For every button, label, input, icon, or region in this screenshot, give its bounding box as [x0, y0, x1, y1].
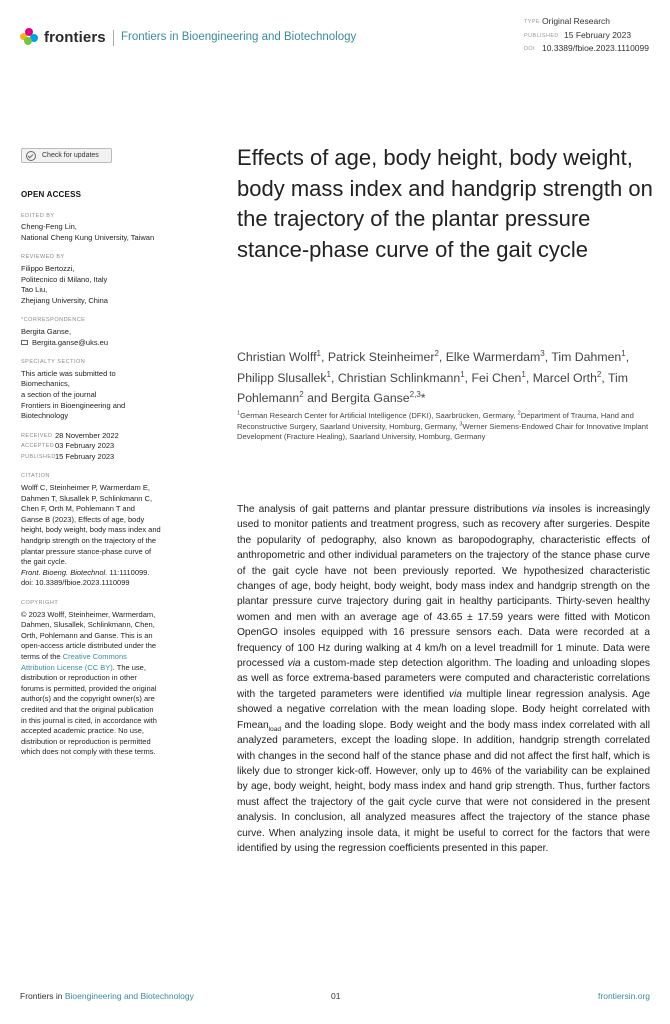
copyright-terms-row	[21, 652, 191, 663]
envelope-icon	[21, 340, 28, 345]
copyright-lines-a	[21, 610, 191, 652]
affiliation-text: Werner Siemens-Endowed Chair for Innovative Implant Development (Fracture Healing), Saarland University, Homburg, Germany	[237, 421, 649, 441]
published-row	[21, 452, 191, 463]
meta-doi-row	[524, 42, 649, 56]
page-footer	[20, 991, 650, 1003]
correspondence-label: *CORRESPONDENCE	[21, 317, 86, 324]
page-header	[0, 0, 670, 80]
logo-dot-green	[24, 37, 32, 45]
specialty-label: SPECIALTY SECTION	[21, 359, 86, 366]
author-name[interactable]: Christian Wolff	[237, 350, 317, 364]
sidebar-line: Frontiers in Bioengineering and	[21, 400, 126, 410]
sidebar-line: distribution or reproduction in other	[21, 673, 137, 683]
sidebar-line: Biotechnology	[21, 411, 69, 421]
sidebar-line: Tao Liu,	[21, 285, 48, 295]
author-name[interactable]: Elke Warmerdam	[445, 350, 541, 364]
accepted-label: ACCEPTED	[21, 443, 55, 450]
creative-commons-link[interactable]: Creative Commons	[62, 651, 127, 661]
author-separator: ,	[331, 370, 338, 385]
sidebar-line: a section of the journal	[21, 389, 97, 399]
article-sidebar	[21, 190, 191, 767]
affiliation-mark: 3	[459, 420, 463, 427]
sidebar-line: forums is permitted, provided the original	[21, 683, 157, 693]
footer-journal-prefix: Frontiers in	[20, 991, 65, 1001]
sidebar-line: Cheng-Feng Lin,	[21, 222, 77, 232]
copyright-link-post: . The use,	[112, 662, 146, 672]
abstract-part-2: insoles is increasingly used to monitor patients and treatment progress, such as recovery after surgeries. Despite the popularity of pedography, also known as baropodography, characteristic effects of anthropometric and other individual parameters on the trajectory of the stance phase curve of the gait cycle have not been previously reported. We hypothesized characteristic changes of age, body height, body weight, body mass index and handgrip strength on the plantar pressure curve trajectory during gait in healthy participants. Thirty-seven healthy women and men with an average age of 43.65 ± 17.59 years were fitted with Moticon OpenGO insoles equipped with 16 pressure sensors each. Data were recorded at a frequency of 100 Hz during walking at 4 km/h on a level treadmill for 1 minute. Data were processed	[237, 504, 650, 670]
accepted-value: 03 February 2023	[55, 441, 115, 451]
article-meta	[524, 15, 649, 56]
copyright-license-row	[21, 663, 191, 674]
meta-doi-value[interactable]: 10.3389/fbioe.2023.1110099	[542, 43, 649, 53]
author-affiliation-mark: 2	[596, 369, 602, 379]
affiliation-text: Department of Trauma, Hand and Reconstructive Surgery, Saarland University, Homburg, Germany,	[237, 411, 634, 431]
copyright-section	[21, 598, 191, 758]
abstract-via-2: via	[287, 658, 301, 670]
sidebar-line: Zhejiang University, China	[21, 295, 108, 305]
sidebar-line: This article was submitted to	[21, 368, 116, 378]
author-affiliation-mark: 1	[621, 348, 626, 358]
check-circle-icon	[26, 151, 36, 161]
check-for-updates-button[interactable]	[21, 148, 112, 163]
author-affiliation-mark: 1	[521, 369, 526, 379]
author-separator: ,	[601, 370, 608, 385]
abstract-via-1: via	[531, 504, 545, 515]
received-value: 28 November 2022	[55, 430, 119, 440]
accepted-row	[21, 441, 191, 452]
author-separator: ,	[320, 350, 328, 364]
sidebar-line: plantar pressure stance-phase curve of	[21, 546, 152, 556]
author-name[interactable]: Christian Schlinkmann	[337, 370, 461, 385]
author-separator: and	[303, 391, 332, 405]
affiliation-text: German Research Center for Artificial Intelligence (DFKI), Saarbrücken, Germany,	[240, 411, 518, 420]
citation-doi[interactable]: doi: 10.3389/fbioe.2023.1110099	[21, 578, 130, 588]
author-affiliation-mark: 3	[540, 348, 545, 358]
sidebar-line: Orth, Pohlemann and Ganse. This is an	[21, 630, 153, 640]
footer-journal-link[interactable]: Bioengineering and Biotechnology	[64, 991, 194, 1001]
sidebar-line: height, body weight, body mass index and	[21, 525, 161, 535]
specialty-lines	[21, 369, 191, 422]
dates-section	[21, 431, 191, 463]
published-label: PUBLISHED	[21, 453, 56, 460]
published-value: 15 February 2023	[55, 451, 115, 461]
meta-published-label: PUBLISHED	[524, 32, 559, 39]
abstract-via-3: via	[448, 688, 462, 700]
author-affiliation-mark: 2	[299, 389, 304, 399]
author-name[interactable]: Tim Pohlemann	[237, 370, 629, 405]
cc-by-link[interactable]: Attribution License (CC BY)	[21, 662, 113, 672]
frontiers-logo[interactable]	[20, 28, 106, 46]
abstract-part-5: and the loading slope. Body weight and the body mass index correlated with all analyzed parameters, except the loading slope. In addition, handgrip strength correlated with changes in the second half of the stance phase and did not affect the first half, which is likely due to stronger kick-off. However, only up to 46% of the variability can be explained by age, body weight, height, body mass index and hand grip strength. Thus, further factors must affect the trajectory of the gait cycle curve that were not considered in the present analysis. In conclusion, all analyzed measures affect the trajectory of the stance phase curve. When analyzing insole data, it might be useful to correct for the factors that were identified by using the regression coefficients presented in this paper.	[237, 719, 650, 854]
meta-published-row	[524, 29, 649, 43]
author-separator: ,	[438, 350, 446, 364]
sidebar-line: Wolff C, Steinheimer P, Warmerdam E,	[21, 483, 150, 493]
sidebar-line: Chen F, Orth M, Pohlemann T and	[21, 504, 135, 514]
citation-label: CITATION	[21, 473, 50, 480]
header-divider	[113, 30, 114, 46]
meta-type-label: TYPE	[524, 19, 540, 25]
author-separator: ,	[464, 370, 472, 385]
copyright-label: COPYRIGHT	[21, 600, 59, 606]
footer-site-link[interactable]: frontiersin.org	[598, 991, 650, 1001]
sidebar-line: in this journal is cited, in accordance with	[21, 715, 157, 725]
sidebar-line: distribution or reproduction is permitted	[21, 736, 151, 746]
sidebar-line: credited and that the original publication	[21, 704, 154, 714]
author-affiliation-mark: 1	[326, 369, 331, 379]
meta-published-value: 15 February 2023	[564, 29, 632, 40]
author-affiliation-mark: 1	[316, 348, 321, 358]
correspondence-section	[21, 315, 191, 348]
citation-journal: Front. Bioeng. Biotechnol.	[21, 567, 108, 577]
sidebar-line: the gait cycle.	[21, 557, 67, 567]
abstract	[237, 502, 650, 856]
correspondence-email[interactable]: Bergita.ganse@uks.eu	[32, 337, 108, 347]
meta-type-value: Original Research	[542, 16, 611, 26]
check-for-updates-label: Check for updates	[42, 152, 99, 159]
sidebar-line: Dahmen, Slusallek, Schlinkmann, Chen,	[21, 620, 155, 630]
edited-by-section	[21, 211, 191, 244]
page-number: 01	[331, 991, 341, 1001]
citation-journal-row	[21, 568, 191, 579]
author-name[interactable]: Fei Chen	[471, 370, 522, 385]
citation-lines	[21, 483, 191, 568]
open-access-label: OPEN ACCESS	[21, 190, 82, 199]
edited-by-label: EDITED BY	[21, 212, 55, 219]
author-list	[237, 347, 647, 409]
correspondence-name: Bergita Ganse,	[21, 326, 72, 336]
author-affiliation-mark: 2,3	[409, 389, 421, 399]
abstract-part-3: a custom-made step detection algorithm. The loading and unloading slopes as well as force extrema-based parameters were computed and characteristic correlations with the targeted parameters were identified	[237, 658, 650, 700]
author-separator: ,	[625, 350, 630, 364]
abstract-part-4: multiple linear regression analysis. Age showed a negative correlation with the mean loading slope. Body height correlated with Fmean	[237, 688, 651, 731]
sidebar-line: handgrip strength on the trajectory of the	[21, 536, 157, 546]
frontiers-logo-icon	[20, 28, 40, 46]
specialty-section	[21, 357, 191, 422]
copyright-lines-b	[21, 673, 191, 758]
sidebar-line: open-access article distributed under the	[21, 641, 157, 651]
abstract-part-1: The analysis of gait patterns and plantar pressure distributions	[237, 504, 532, 515]
received-row	[21, 431, 191, 442]
copyright-terms-pre: terms of the	[21, 651, 63, 661]
correspondence-email-row[interactable]	[21, 338, 191, 349]
article-title: Effects of age, body height, body weight, body mass index and handgrip strength on the trajectory of the plantar pressure stance-phase curve of the gait cycle	[237, 145, 653, 262]
author-affiliation-mark: 1	[460, 369, 465, 379]
sidebar-line: author(s) and the copyright owner(s) are	[21, 694, 155, 704]
sidebar-line: Biomechanics,	[21, 379, 70, 389]
sidebar-line: © 2023 Wolff, Steinheimer, Warmerdam,	[21, 609, 156, 619]
sidebar-line: accepted academic practice. No use,	[21, 726, 144, 736]
author-separator: ,	[525, 370, 533, 385]
meta-doi-label: DOI	[524, 46, 535, 52]
sidebar-line: National Cheng Kung University, Taiwan	[21, 232, 155, 242]
citation-volume: 11:1110099.	[107, 567, 150, 577]
affiliation-mark: 2	[517, 410, 521, 417]
author-separator: ,	[544, 350, 552, 364]
author-name[interactable]: Philipp Slusallek	[237, 370, 327, 385]
sidebar-line: Ganse B (2023), Effects of age, body	[21, 514, 145, 524]
sidebar-line: Dahmen T, Slusallek P, Schlinkmann C,	[21, 493, 153, 503]
author-name[interactable]: Tim Dahmen	[551, 350, 622, 364]
affiliation-mark: 1	[237, 410, 241, 417]
reviewed-by-label: REVIEWED BY	[21, 254, 65, 261]
logo-text: frontiers	[44, 28, 106, 46]
sidebar-line: Politecnico di Milano, Italy	[21, 274, 108, 284]
abstract-subscript-load: load	[268, 725, 282, 733]
sidebar-line: which does not comply with these terms.	[21, 747, 156, 757]
author-affiliation-mark: 2	[434, 348, 439, 358]
affiliations	[237, 411, 657, 443]
reviewed-by-section	[21, 252, 191, 306]
edited-by-lines	[21, 222, 191, 243]
meta-type-row	[524, 15, 649, 29]
author-name[interactable]: Marcel Orth	[532, 370, 597, 385]
sidebar-line: Filippo Bertozzi,	[21, 263, 75, 273]
reviewed-by-lines	[21, 264, 191, 306]
author-name[interactable]: Bergita Ganse	[331, 391, 410, 405]
footer-journal	[20, 991, 194, 1001]
author-name[interactable]: Patrick Steinheimer	[327, 350, 435, 364]
author-separator: *	[420, 391, 426, 405]
journal-name[interactable]: Frontiers in Bioengineering and Biotechnology	[121, 31, 357, 43]
citation-section	[21, 471, 191, 589]
received-label: RECEIVED	[21, 432, 53, 439]
